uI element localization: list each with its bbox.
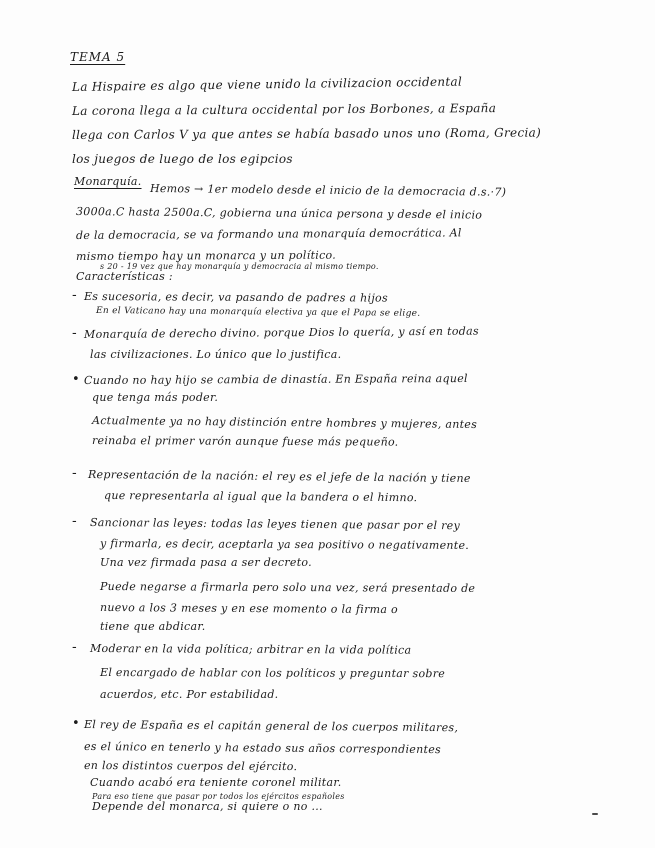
item-2-line-1: Monarquía de derecho divino. porque Dios lo quería, y así en todas	[83, 324, 479, 341]
bullet-dash: -	[72, 288, 77, 303]
intro-line-4: los juegos de luego de los egipcios	[72, 152, 293, 166]
item-7-line-2: es el único en tenerlo y ha estado sus años correspondientes	[83, 740, 442, 757]
item-3-line-4: reinaba el primer varón aunque fuese más pequeño.	[91, 434, 399, 449]
item-3-line-1: Cuando no hay hijo se cambia de dinastía. En España reina aquel	[83, 371, 468, 387]
item-2-line-2: las civilizaciones. Lo único que lo justifica.	[90, 348, 342, 361]
item-7-line-3: en los distintos cuerpos del ejército.	[83, 759, 298, 774]
item-7-line-6: Depende del monarca, si quiere o no ...	[92, 800, 323, 813]
item-6-line-2: El encargado de hablar con los políticos y preguntar sobre	[99, 666, 446, 681]
item-6-line-1: Moderar en la vida política; arbitrar en la vida política	[89, 642, 412, 657]
item-1-line-2: En el Vaticano hay una monarquía electiva ya que el Papa se elige.	[95, 306, 421, 319]
monarquia-line-4: mismo tiempo hay un monarca y un político.	[75, 248, 337, 263]
item-6-line-3: acuerdos, etc. Por estabilidad.	[100, 688, 279, 701]
item-7-line-5: Para eso tiene que pasar por todos los ejércitos españoles	[92, 792, 345, 801]
item-5-line-3: Una vez firmada pasa a ser decreto.	[100, 556, 312, 569]
monarquia-line-2: 3000a.C hasta 2500a.C, gobierna una única persona y desde el inicio	[75, 205, 483, 222]
item-5-line-6: tiene que abdicar.	[100, 620, 206, 633]
bullet-dash: -	[72, 514, 77, 529]
item-5-line-4: Puede negarse a firmarla pero solo una vez, será presentado de	[99, 580, 476, 595]
bullet-dot: •	[72, 372, 80, 387]
item-5-line-1: Sancionar las leyes: todas las leyes tienen que pasar por el rey	[89, 516, 461, 533]
item-3-line-3: Actualmente ya no hay distinción entre hombres y mujeres, antes	[91, 414, 478, 432]
bullet-dash: -	[72, 466, 77, 481]
item-4-line-2: que representarla al igual que la bandera o el himno.	[103, 489, 418, 505]
caracteristicas-heading: Características :	[76, 270, 173, 283]
monarquia-note: s 20 - 19 vez que hay monarquía y democracia al mismo tiempo.	[100, 262, 379, 271]
bullet-dash: -	[72, 326, 77, 341]
item-1-line-1: Es sucesoria, es decir, va pasando de padres a hijos	[83, 290, 388, 305]
item-7-line-1: El rey de España es el capitán general de los cuerpos militares,	[83, 718, 459, 735]
monarquia-line-3: de la democracia, se va formando una monarquía democrática. Al	[75, 226, 462, 242]
intro-line-3: llega con Carlos V ya que antes se había basado unos uno (Roma, Grecia)	[71, 125, 542, 142]
page-title: TEMA 5	[70, 50, 126, 64]
item-5-line-2: y firmarla, es decir, aceptarla ya sea positivo o negativamente.	[99, 537, 470, 552]
item-5-line-5: nuevo a los 3 meses y en ese momento o la firma o	[99, 601, 399, 617]
monarquia-line-1: Hemos → 1er modelo desde el inicio de la democracia d.s.·7)	[149, 182, 507, 199]
bullet-dot: •	[72, 716, 80, 731]
pen-mark	[592, 813, 598, 815]
monarquia-heading: Monarquía.	[74, 175, 142, 188]
intro-line-1: La Hispaire es algo que viene unido la civilizacion occidental	[71, 74, 463, 94]
item-4-line-1: Representación de la nación: el rey es el jefe de la nación y tiene	[87, 468, 471, 486]
bullet-dash: -	[72, 640, 77, 655]
item-3-line-2: que tenga más poder.	[92, 391, 219, 404]
intro-line-2: La corona llega a la cultura occidental por los Borbones, a España	[71, 101, 497, 118]
item-7-line-4: Cuando acabó era teniente coronel militar.	[90, 776, 342, 789]
